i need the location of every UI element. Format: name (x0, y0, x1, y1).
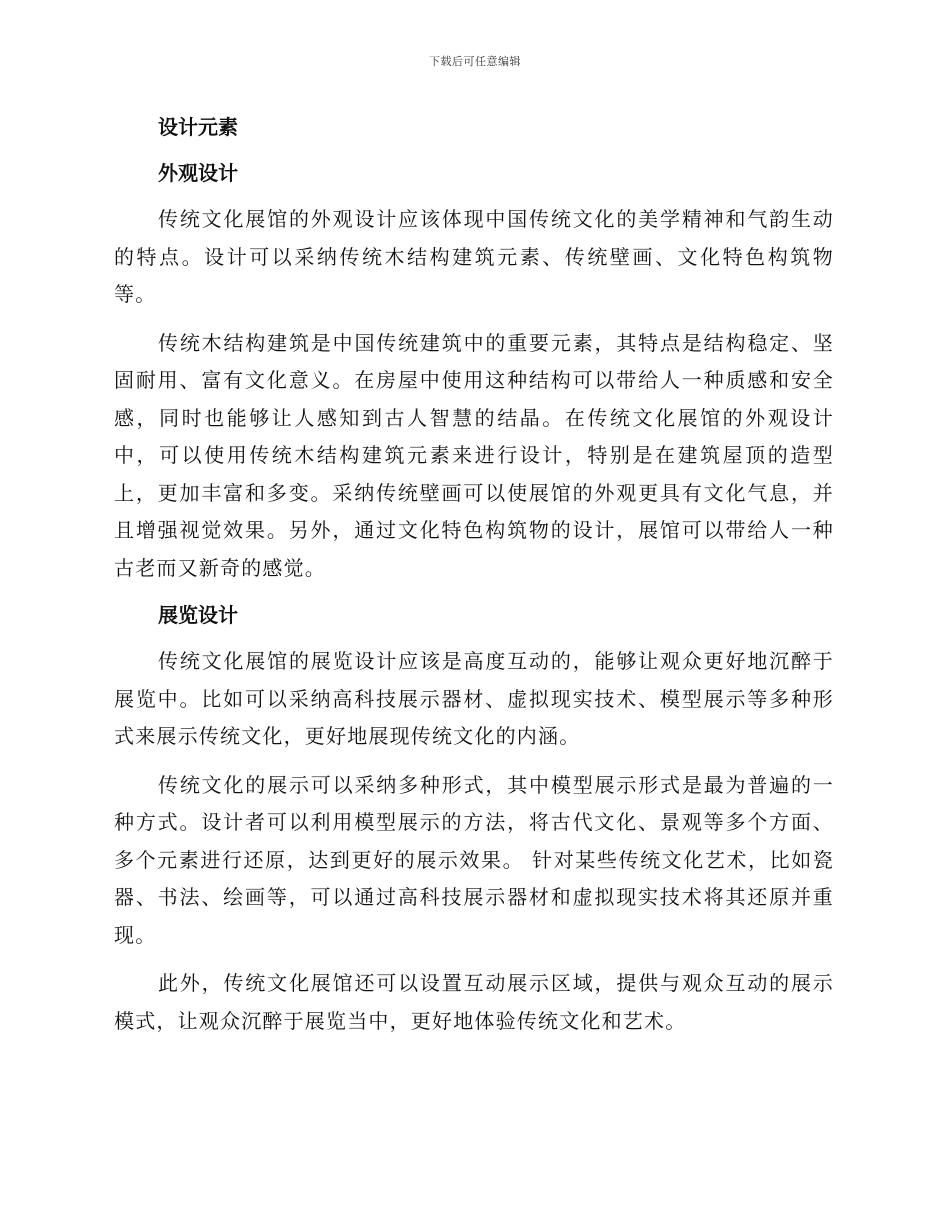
header-note: 下载后可任意编辑 (429, 55, 521, 68)
paragraph-exhibition-3: 此外，传统文化展馆还可以设置互动展示区域，提供与观众互动的展示模式，让观众沉醉于展览当中，更好地体验传统文化和艺术。 (114, 971, 834, 1033)
paragraph-exhibition-2: 传统文化的展示可以采纳多种形式，其中模型展示形式是最为普遍的一种方式。设计者可以利用模型展示的方法，将古代文化、景观等多个方面、多个元素进行还原，达到更好的展示效果。 针对某些传统文化艺术，比如瓷器、书法、绘画等，可以通过高科技展示器材和虚拟现实技术将其还原并重现。 (114, 772, 834, 947)
paragraph-exterior-2: 传统木结构建筑是中国传统建筑中的重要元素，其特点是结构稳定、坚固耐用、富有文化意义。在房屋中使用这种结构可以带给人一种质感和安全感，同时也能够让人感知到古人智慧的结晶。在传统文化展馆的外观设计中，可以使用传统木结构建筑元素来进行设计，特别是在建筑屋顶的造型上，更加丰富和多变。采纳传统壁画可以使展馆的外观更具有文化气息，并且增强视觉效果。另外，通过文化特色构筑物的设计，展馆可以带给人一种古老而又新奇的感觉。 (114, 330, 834, 580)
paragraph-exhibition-1: 传统文化展馆的展览设计应该是高度互动的，能够让观众更好地沉醉于展览中。比如可以采纳高科技展示器材、虚拟现实技术、模型展示等多种形式来展示传统文化，更好地展现传统文化的内涵。 (114, 649, 834, 748)
section-title-design-elements: 设计元素 (158, 115, 238, 139)
paragraph-exterior-1: 传统文化展馆的外观设计应该体现中国传统文化的美学精神和气韵生动的特点。设计可以采纳传统木结构建筑元素、传统壁画、文化特色构筑物等。 (114, 207, 834, 306)
heading-exterior-design: 外观设计 (158, 161, 238, 185)
document-body (114, 111, 834, 1040)
heading-exhibition-design: 展览设计 (158, 603, 238, 627)
